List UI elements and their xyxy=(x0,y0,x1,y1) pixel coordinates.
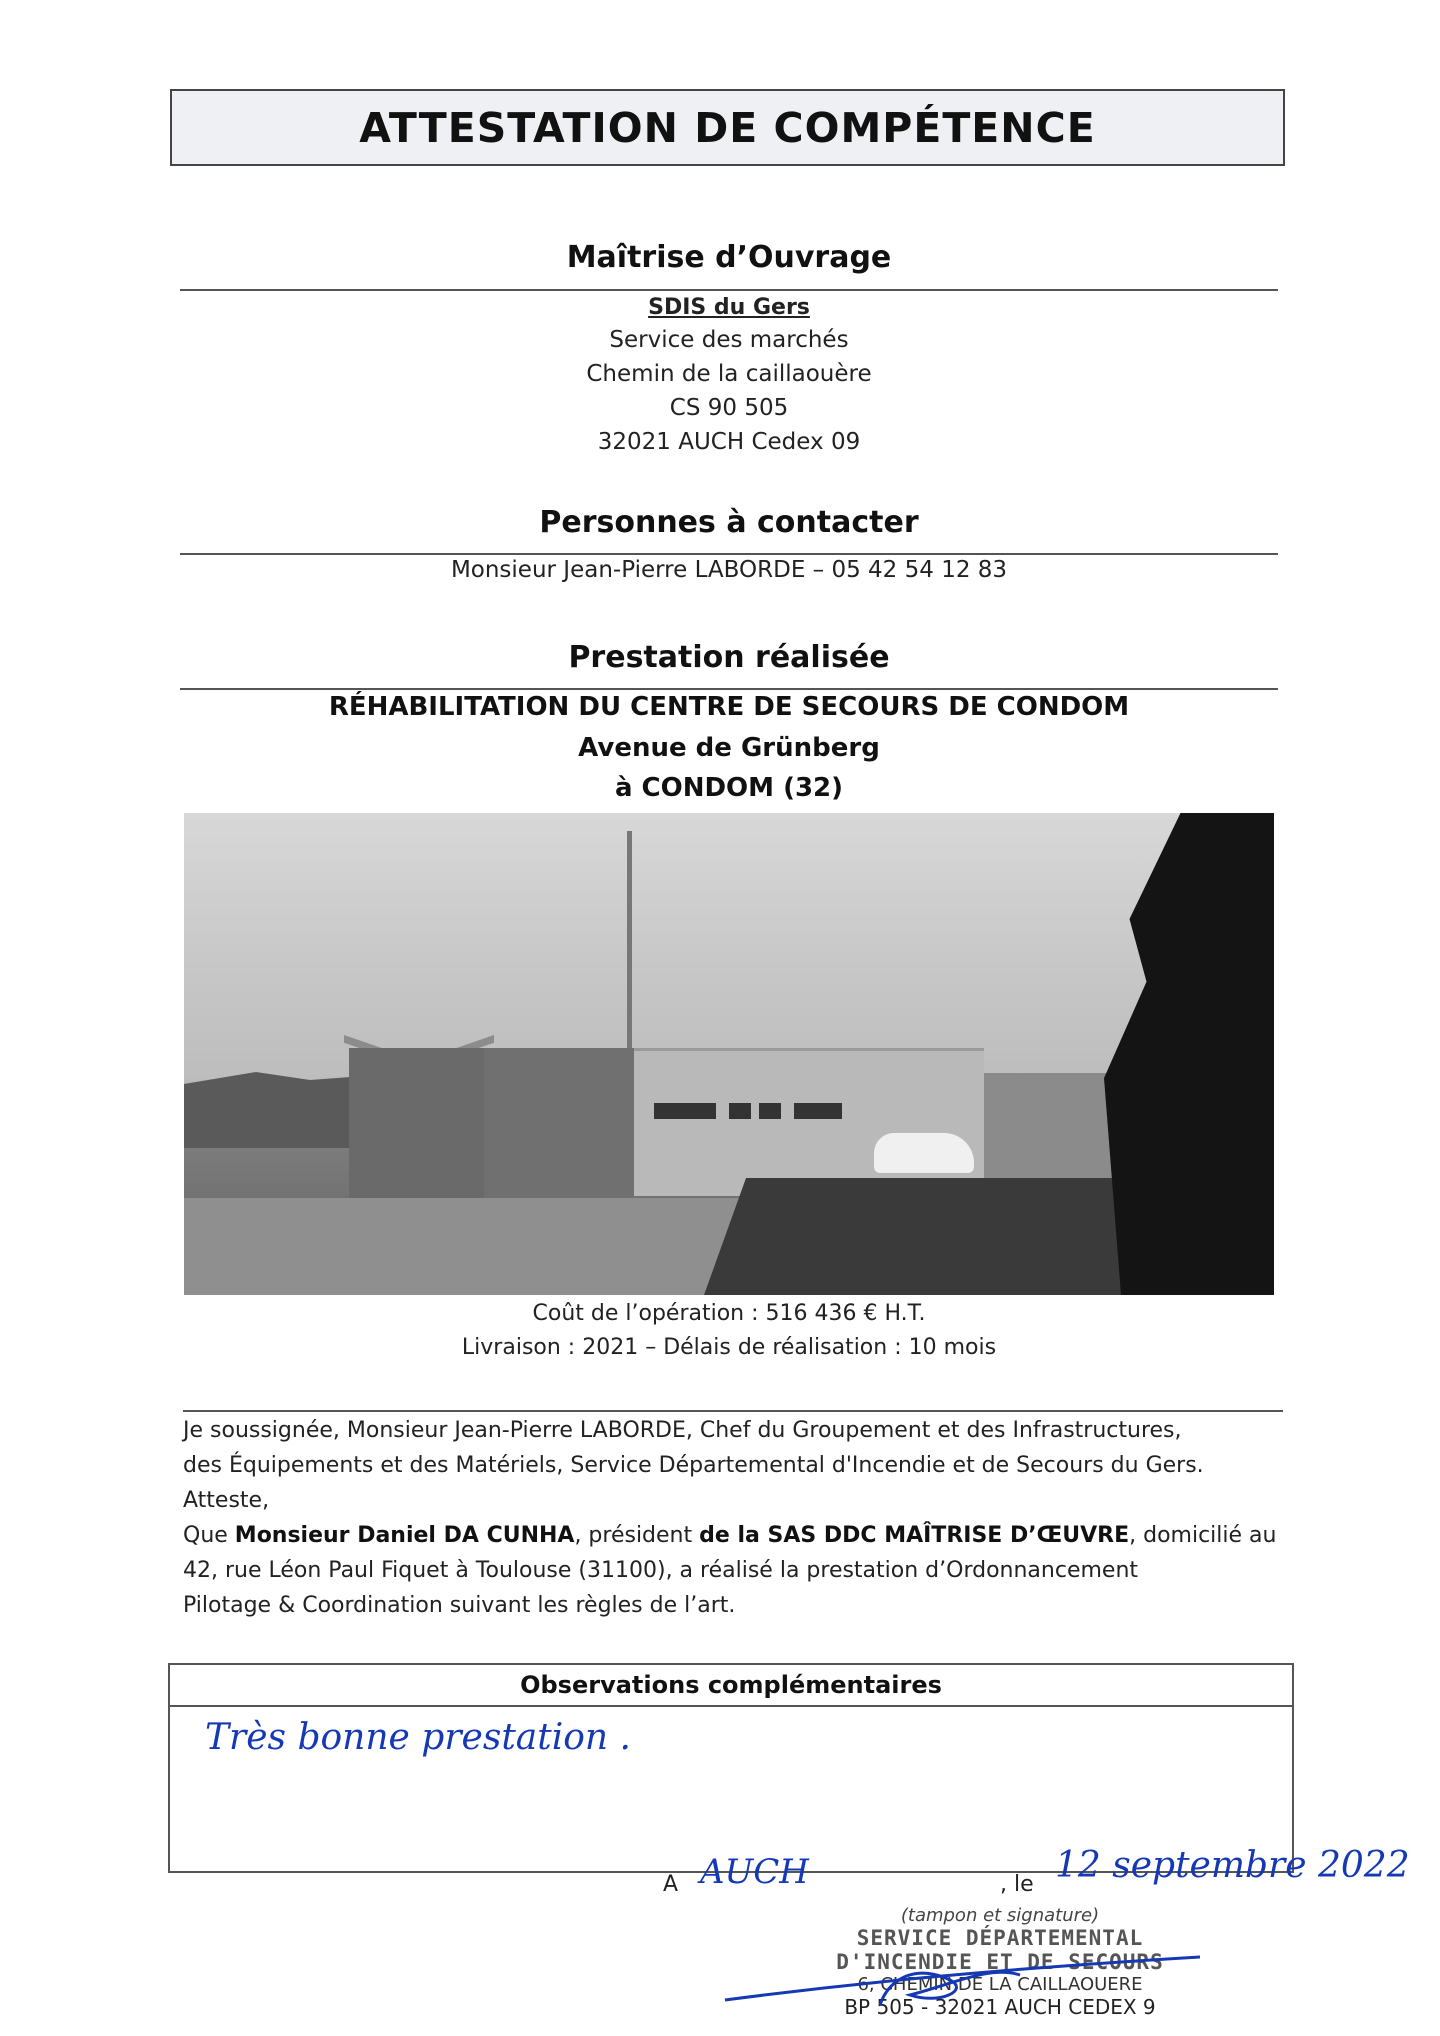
project-title: RÉHABILITATION DU CENTRE DE SECOURS DE CONDOM xyxy=(328,692,1130,722)
date-prefix: , le xyxy=(1000,1872,1034,1897)
project-city: à CONDOM (32) xyxy=(614,773,844,803)
stamp-line: BP 505 - 32021 AUCH CEDEX 9 xyxy=(844,1995,1156,2019)
project-street: Avenue de Grünberg xyxy=(578,733,880,763)
attestation-line xyxy=(183,1518,1283,1553)
section-divider xyxy=(180,289,1278,291)
client-address-line: CS 90 505 xyxy=(669,395,789,421)
place-prefix: A xyxy=(663,1872,679,1897)
document-title-box xyxy=(170,89,1285,166)
attestation-line: Pilotage & Coordination suivant les règles de l’art. xyxy=(183,1593,736,1618)
text-fragment: , domicilié au xyxy=(1129,1523,1277,1548)
section-heading-maitrise-ouvrage: Maîtrise d’Ouvrage xyxy=(566,240,892,275)
stamp-caption: (tampon et signature) xyxy=(900,1905,1100,1926)
client-address-line: 32021 AUCH Cedex 09 xyxy=(597,429,861,455)
text-fragment: Que xyxy=(183,1523,235,1548)
contractor-name: Monsieur Daniel DA CUNHA xyxy=(234,1523,575,1548)
project-delivery: Livraison : 2021 – Délais de réalisation : 10 mois xyxy=(461,1335,997,1360)
signature-scribble-icon xyxy=(720,1945,1240,2015)
stamp-line: D'INCENDIE ET DE SECOURS xyxy=(836,1950,1164,1974)
section-heading-contacts: Personnes à contacter xyxy=(539,505,919,540)
place-handwritten: AUCH xyxy=(700,1852,809,1892)
attestation-paragraph xyxy=(183,1413,1283,1623)
project-photo xyxy=(184,813,1274,1295)
stamp-line: 6, CHEMIN DE LA CAILLAOUERE xyxy=(857,1974,1143,1995)
attestation-line: des Équipements et des Matériels, Service Départemental d'Incendie et de Secours du Gers. xyxy=(183,1453,1204,1478)
observations-box xyxy=(168,1663,1294,1873)
client-org-name-text: SDIS du Gers xyxy=(648,295,810,320)
text-fragment: , président xyxy=(574,1523,700,1548)
project-cost: Coût de l’opération : 516 436 € H.T. xyxy=(532,1301,926,1326)
attestation-line: 42, rue Léon Paul Fiquet à Toulouse (31100), a réalisé la prestation d’Ordonnancement xyxy=(183,1558,1139,1583)
client-address-line: Chemin de la caillaouère xyxy=(586,361,872,387)
section-divider xyxy=(180,688,1278,690)
client-address-line: Service des marchés xyxy=(609,327,849,353)
section-divider xyxy=(180,553,1278,555)
observations-handwritten-text: Très bonne prestation . xyxy=(205,1717,631,1758)
stamp-line: SERVICE DÉPARTEMENTAL xyxy=(856,1926,1144,1950)
section-divider xyxy=(183,1410,1283,1412)
observations-heading: Observations complémentaires xyxy=(170,1665,1292,1707)
contractor-company: de la SAS DDC MAÎTRISE D’ŒUVRE xyxy=(699,1523,1130,1548)
attestation-line: Atteste, xyxy=(183,1488,270,1513)
contact-line: Monsieur Jean-Pierre LABORDE – 05 42 54 12 83 xyxy=(450,557,1008,583)
date-handwritten: 12 septembre 2022 xyxy=(1055,1845,1410,1886)
client-org-name xyxy=(180,294,1278,320)
document-title: ATTESTATION DE COMPÉTENCE xyxy=(359,103,1096,152)
section-heading-prestation: Prestation réalisée xyxy=(568,640,890,675)
attestation-line: Je soussignée, Monsieur Jean-Pierre LABORDE, Chef du Groupement et des Infrastructures, xyxy=(183,1418,1182,1443)
